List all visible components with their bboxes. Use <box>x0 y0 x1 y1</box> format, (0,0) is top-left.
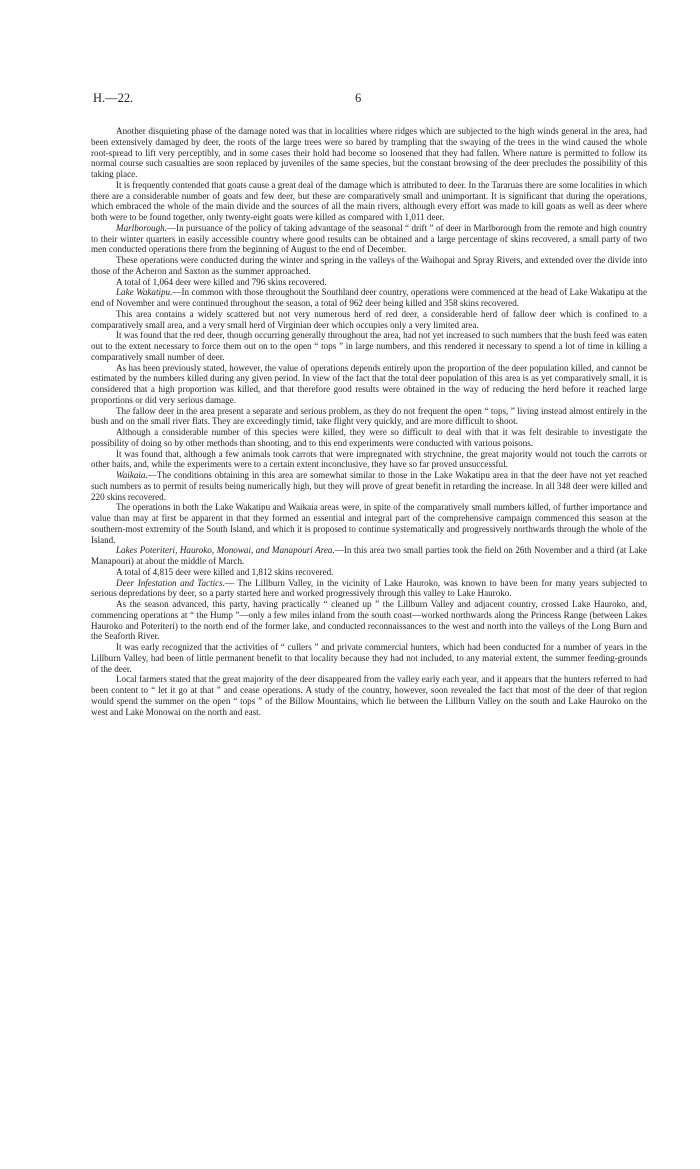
section-heading: Waikaia. <box>116 470 148 480</box>
paragraph-text: Although a considerable number of this species were killed, they were so difficult to deal with that it was felt desirable to investigate the possibility of doing so by other methods than shooting, and to this end experiments were conducted with various poisons. <box>91 427 647 448</box>
paragraph-text: A total of 1,064 deer were killed and 796 skins recovered. <box>116 276 327 287</box>
section-heading: Deer Infestation and Tactics. <box>116 577 225 588</box>
paragraph <box>91 642 647 674</box>
paragraph-text: Another disquieting phase of the damage noted was that in localities where ridges which are subjected to the high winds general in the area, had been extensively damaged by deer, the roots of the large trees were so bared by trampling that the swaying of the trees in the wind caused the whole root-spread to lift very perceptibly, and in some cases their hold had become so loosened that they had fallen. Where nature is permitted to follow its normal course such casualties are soon replaced by juveniles of the same species, but the constant browsing of the deer precludes the possibility of this taking place. <box>91 126 647 179</box>
paragraph <box>91 545 647 567</box>
paragraph <box>91 449 647 471</box>
paragraph <box>91 363 647 406</box>
paragraph <box>91 330 647 362</box>
paragraph <box>91 599 647 642</box>
paragraph-text: —In pursuance of the policy of taking advantage of the seasonal “ drift ” of deer in Marlborough from the remote and high country to their winter quarters in easily accessible country where good results can be obtained and a large percentage of skins recovered, a small party of two men conducted operations there from the beginning of August to the end of December. <box>91 222 647 255</box>
paragraph-text: This area contains a widely scattered but not very numerous herd of red deer, a considerable herd of fallow deer which is confined to a comparatively small area, and a very small herd of Virginian deer which occupies only a very limited area. <box>91 308 647 330</box>
page-number: 6 <box>355 91 362 105</box>
paragraph-text: It was found that, although a few animals took carrots that were impregnated with strychnine, the great majority would not touch the carrots or other baits, and, while the experiments were to a certain extent inconclusive, they have so far proved unsuccessful. <box>91 448 647 470</box>
paragraph-text: It was early recognized that the activities of “ cullers ” and private commercial hunters, which had been conducted for a number of years in the Lillburn Valley, had been of little permanent benefit to that locality because they had not included, to any material extent, the summer feeding-grounds of the deer. <box>91 642 647 674</box>
section-heading: Lakes Poteriteri, Hauroko, Monowai, and Manapouri Area. <box>116 545 335 556</box>
paragraph-text: —The conditions obtaining in this area are somewhat similar to those in the Lake Wakatipu area in that the deer have not yet reached such numbers as to permit of results being numerically high, but they will prove of great benefit in retarding the increase. In all 348 deer were killed and 220 skins recovered. <box>91 470 647 502</box>
paragraph-text: The operations in both the Lake Wakatipu and Waikaia areas were, in spite of the comparatively small numbers killed, of further importance and value than may at first be apparent in that they formed an essential and integral part of the comprehensive campaign commenced this season at the southern-most extremity of the South Island, and which it is proposed to continue systematically and progressively northwards through the whole of the Island. <box>91 502 647 545</box>
section-heading: Lake Wakatipu. <box>116 287 173 298</box>
paragraph-text: These operations were conducted during the winter and spring in the valleys of the Waihopai and Spray Rivers, and extended over the divide into those of the Acheron and Saxton as the summer approached. <box>91 255 647 276</box>
paragraph <box>91 223 647 255</box>
paragraph <box>91 427 647 449</box>
body-text <box>91 126 647 717</box>
document-reference: H.—22. <box>93 91 134 105</box>
paragraph-text: As the season advanced, this party, having practically “ cleaned up ” the Lillburn Valley and adjacent country, crossed Lake Hauroko, and, commencing operations at “ the Hump ”—only a few miles inland from the south coast—worked northwards along the Princess Range (between Lakes Hauroko and Poteriteri) to the north end of the former lake, and conducted reconnaissances to the west and north into the valleys of the Long Burn and the Seaforth River. <box>91 599 647 642</box>
paragraph <box>91 567 647 578</box>
paragraph-text: —In common with those throughout the Southland deer country, operations were commenced at the head of Lake Wakatipu at the end of November and were continued throughout the season, a total of 962 deer being killed and 358 skins recovered. <box>91 287 647 308</box>
paragraph-text: The fallow deer in the area present a separate and serious problem, as they do not frequent the open “ tops, ” living instead almost entirely in the bush and on the small river flats. They are exceedingly timid, take flight very quickly, and are more difficult to shoot. <box>91 405 647 427</box>
paragraph-text: —In this area two small parties took the field on 26th November and a third (at Lake Manapouri) at about the middle of March. <box>91 545 647 566</box>
paragraph <box>91 470 647 502</box>
page-header <box>93 91 647 111</box>
paragraph <box>91 578 647 600</box>
paragraph <box>91 277 647 288</box>
paragraph-text: It was found that the red deer, though occurring generally throughout the area, had not yet increased to such numbers that the bush feed was eaten out to the extent necessary to force them out on to the open “ tops ” in large numbers, and this rendered it necessary to spend a lot of time in killing a comparatively small number of deer. <box>91 330 647 362</box>
paragraph-text: It is frequently contended that goats cause a great deal of the damage which is attributed to deer. In the Tararuas there are some localities in which there are a considerable number of goats and few deer, but these are comparatively small and unimportant. It is significant that during the operations, which embraced the whole of the main divide and the sources of all the main rivers, although every effort was made to kill goats as well as deer where both were to be found together, only twenty-eight goats were killed as compared with 1,011 deer. <box>91 179 647 222</box>
paragraph <box>91 309 647 331</box>
paragraph <box>91 674 647 717</box>
paragraph <box>91 406 647 428</box>
paragraph-text: Local farmers stated that the great majority of the deer disappeared from the valley early each year, and it appears that the hunters referred to had been content to “ let it go at that ” and cease operations. A study of the country, however, soon revealed the fact that most of the deer of that region would spend the summer on the open “ tops ” of the Billow Mountains, which lie between the Lillburn Valley on the south and Lake Hauroko on the west and Lake Monowai on the north and east. <box>91 674 647 717</box>
section-heading: Marlborough. <box>116 222 167 233</box>
paragraph <box>91 287 647 309</box>
paragraph-text: — The Lillburn Valley, in the vicinity of Lake Hauroko, was known to have been for many years subjected to serious depredations by deer, so a party started here and worked progressively through this valley to Lake Hauroko. <box>91 577 647 599</box>
paragraph <box>91 502 647 545</box>
paragraph-text: As has been previously stated, however, the value of operations depends entirely upon the proportion of the deer population killed, and cannot be estimated by the numbers killed during any given period. In view of the fact that the total deer population of this area is as yet comparatively small, it is considered that a high proportion was killed, and that therefore good results were obtained in the way of reducing the herd before it reached large proportions or did very serious damage. <box>91 362 647 405</box>
paragraph-text: A total of 4,815 deer were killed and 1,812 skins recovered. <box>116 566 334 577</box>
paragraph <box>91 255 647 277</box>
paragraph <box>91 126 647 180</box>
paragraph <box>91 180 647 223</box>
